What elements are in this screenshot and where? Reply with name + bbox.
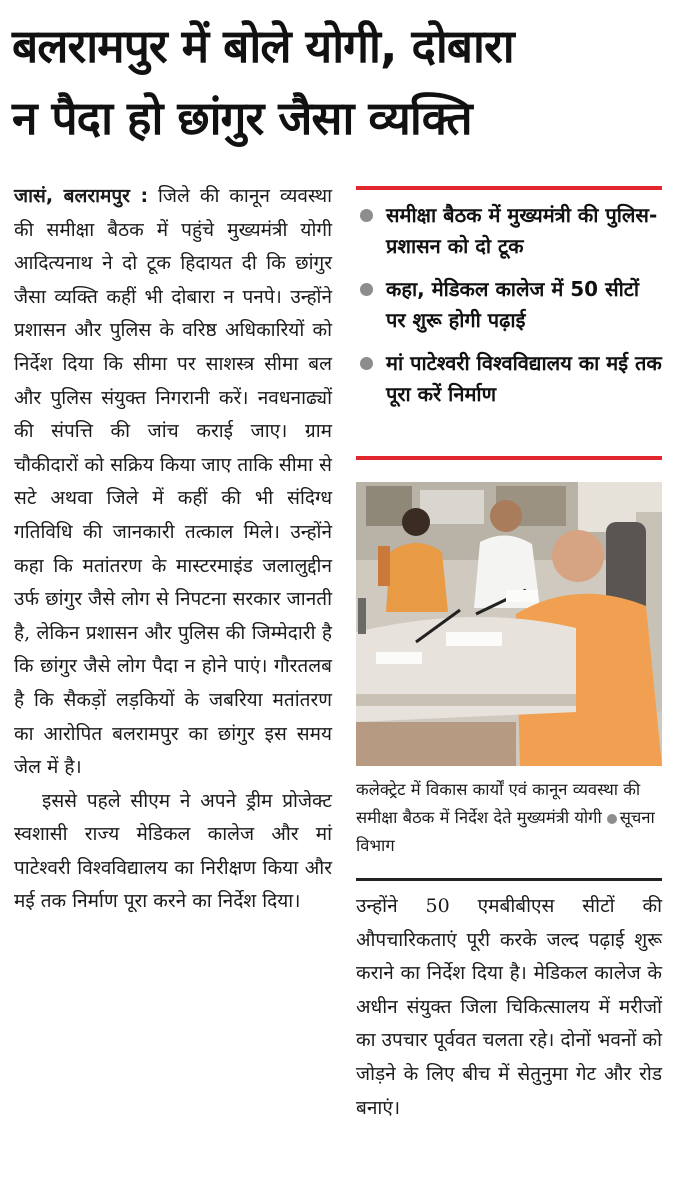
highlights-top-rule [356,186,662,190]
bullet-icon [360,357,373,370]
highlight-item [356,200,662,262]
meeting-photo-illustration [356,482,662,766]
headline [12,10,668,154]
paragraph-1-text: जिले की कानून व्यवस्था की समीक्षा बैठक में पहुंचे मुख्यमंत्री योगी आदित्यनाथ ने दो टूक हिदायत दी कि छांगुर जैसा व्यक्ति कहीं भी दोबारा न पनपे। उन्होंने प्रशासन और पुलिस के वरिष्ठ अधिकारियों को निर्देश दिया कि सीमा पर साशस्त्र सीमा बल और पुलिस संयुक्त निगरानी करें। नवधनाढ्यों की संपत्ति की जांच कराई जाए। ग्राम चौकीदारों को सक्रिय किया जाए ताकि सीमा से सटे अथवा जिले में कहीं की भी संदिग्ध गतिविधि की जानकारी तत्काल मिले। उन्होंने कहा कि मतांतरण के मास्टरमाइंड जलालुद्दीन उर्फ छांगुर जैसे लोग से निपटना सरकार जानती है, लेकिन प्रशासन और पुलिस की जिम्मेदारी है कि छांगुर जैसे लोग पैदा न होने पाएं। गौरतलब है कि सैकड़ों लड़कियों के जबरिया मतांतरण का आरोपित बलरामपुर का छांगुर इस समय जेल में है। [14,185,333,779]
article-paragraph-2: इससे पहले सीएम ने अपने ड्रीम प्रोजेक्ट स्वशासी राज्य मेडिकल कालेज और मां पाटेश्वरी विश्वविद्यालय का निरीक्षण किया और मई तक निर्माण पूरा करने का निर्देश दिया। [14,789,332,913]
headline-line-2: न पैदा हो छांगुर जैसा व्यक्ति [12,91,472,145]
meeting-photo [356,482,662,766]
dateline: जासं, बलरामपुर : [14,185,149,207]
highlight-text: मां पाटेश्वरी विश्वविद्यालय का मई तक पूरा करें निर्माण [386,351,662,406]
photo-caption [356,776,662,860]
highlights-box [356,200,662,422]
bullet-icon [607,814,617,824]
highlights-bottom-rule [356,456,662,460]
caption-text: कलेक्ट्रेट में विकास कार्यों एवं कानून व्यवस्था की समीक्षा बैठक में निर्देश देते मुख्यमंत्री योगी [356,780,641,827]
caption-rule [356,878,662,881]
highlight-text: कहा, मेडिकल कालेज में 50 सीटों पर शुरू होगी पढ़ाई [386,277,640,332]
highlight-item [356,274,662,336]
photo-credit: सूचना विभाग [356,808,655,855]
bullet-icon [360,209,373,222]
highlight-item [356,348,662,410]
article-body-left [14,180,332,919]
article-paragraph-3: उन्होंने 50 एमबीबीएस सीटों की औपचारिकताएं पूरी करके जल्द पढ़ाई शुरू कराने का निर्देश दिया है। मेडिकल कालेज के अधीन संयुक्त जिला चिकित्सालय में मरीजों का उपचार पूर्ववत चलता रहे। दोनों भवनों को जोड़ने के लिए बीच में सेतुनुमा गेट और रोड बनाएं। [356,895,662,1119]
highlight-text: समीक्षा बैठक में मुख्यमंत्री की पुलिस-प्रशासन को दो टूक [386,203,658,258]
bullet-icon [360,283,373,296]
headline-line-1: बलरामपुर में बोले योगी, दोबारा [12,19,514,73]
article-paragraph-1 [14,180,332,785]
